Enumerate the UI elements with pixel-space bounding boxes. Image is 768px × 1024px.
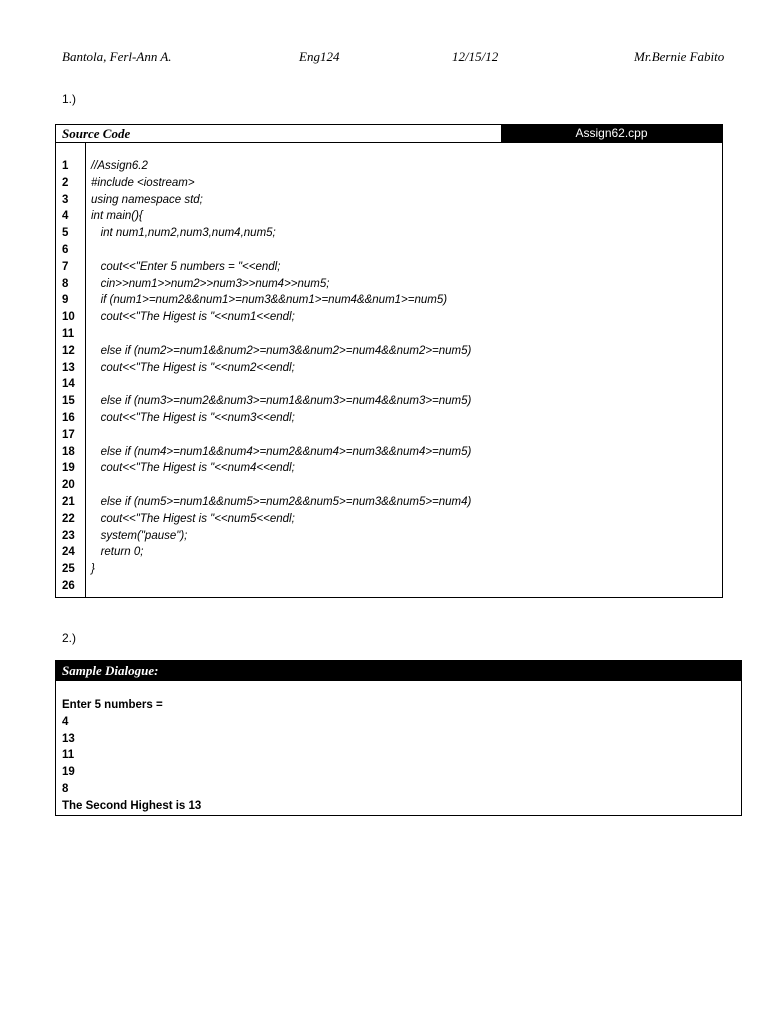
code-line [56, 477, 722, 494]
line-number: 16 [62, 411, 75, 424]
item-1-label: 1.) [62, 92, 77, 106]
line-number: 7 [62, 260, 69, 273]
code-text: cout<<"The Higest is "<<num2<<endl; [91, 361, 295, 374]
source-code-title: Source Code [62, 126, 131, 141]
code-text: int num1,num2,num3,num4,num5; [91, 227, 276, 240]
date: 12/15/12 [452, 49, 499, 64]
code-text: using namespace std; [91, 193, 203, 206]
instructor-name: Mr.Bernie Fabito [634, 49, 725, 64]
code-line [56, 175, 722, 192]
code-line [56, 410, 722, 427]
dialogue-line: 11 [62, 749, 75, 762]
code-text: else if (num4>=num1&&num4>=num2&&num4>=num3&&num4>=num5) [91, 445, 472, 458]
student-name: Bantola, Ferl-Ann A. [62, 49, 172, 64]
code-line [56, 343, 722, 360]
line-number: 9 [62, 294, 69, 307]
code-text: //Assign6.2 [91, 160, 148, 172]
code-line [56, 259, 722, 276]
dialogue-line: 8 [62, 782, 69, 795]
code-text: else if (num3>=num2&&num3>=num1&&num3>=num4&&num3>=num5) [91, 395, 472, 408]
code-line [56, 309, 722, 326]
code-line [56, 208, 722, 225]
dialogue-line: 13 [62, 732, 75, 745]
code-line [56, 242, 722, 259]
sample-dialogue-header [56, 661, 741, 681]
code-line [56, 225, 722, 242]
code-line [56, 276, 722, 293]
code-line [56, 578, 722, 595]
code-line [56, 427, 722, 444]
code-line [56, 528, 722, 545]
line-number: 25 [62, 563, 75, 576]
code-line [56, 494, 722, 511]
code-line [56, 158, 722, 175]
code-text: system("pause"); [91, 529, 188, 542]
line-number: 3 [62, 193, 69, 206]
code-line [56, 326, 722, 343]
line-number: 23 [62, 529, 75, 542]
code-listing [56, 158, 722, 595]
line-number: 20 [62, 479, 75, 492]
code-text: cout<<"The Higest is "<<num3<<endl; [91, 411, 295, 424]
code-text: cout<<"Enter 5 numbers = "<<endl; [91, 260, 281, 273]
line-number: 21 [62, 495, 75, 508]
code-line [56, 561, 722, 578]
code-line [56, 192, 722, 209]
code-text: int main(){ [91, 210, 143, 223]
dialogue-line: 19 [62, 766, 75, 779]
code-line [56, 460, 722, 477]
code-text: return 0; [91, 546, 144, 559]
code-line [56, 444, 722, 461]
code-line [56, 360, 722, 377]
sample-dialogue-title: Sample Dialogue: [62, 663, 159, 678]
source-filename: Assign62.cpp [501, 125, 722, 142]
source-code-box [55, 124, 723, 598]
code-line [56, 376, 722, 393]
code-line [56, 544, 722, 561]
line-number: 6 [62, 243, 69, 256]
line-number: 26 [62, 579, 75, 592]
line-number: 22 [62, 512, 75, 525]
line-number: 5 [62, 227, 69, 240]
line-number: 19 [62, 462, 75, 475]
dialogue-line: The Second Highest is 13 [62, 799, 202, 812]
source-code-header [56, 125, 722, 143]
code-text: cin>>num1>>num2>>num3>>num4>>num5; [91, 277, 330, 290]
line-number: 2 [62, 176, 69, 189]
sample-dialogue-box [55, 660, 742, 816]
code-line [56, 393, 722, 410]
code-text: cout<<"The Higest is "<<num4<<endl; [91, 462, 295, 475]
dialogue-output [62, 697, 201, 815]
code-text: } [91, 563, 95, 576]
code-text: if (num1>=num2&&num1>=num3&&num1>=num4&&num1>=num5) [91, 294, 448, 307]
course-code: Eng124 [299, 49, 340, 64]
code-text: cout<<"The Higest is "<<num5<<endl; [91, 512, 295, 525]
code-text: else if (num2>=num1&&num2>=num3&&num2>=num4&&num2>=num5) [91, 344, 472, 357]
line-number: 14 [62, 378, 75, 391]
line-number: 11 [62, 327, 75, 340]
code-text: else if (num5>=num1&&num5>=num2&&num5>=num3&&num5>=num4) [91, 495, 472, 508]
code-text: #include <iostream> [91, 176, 195, 189]
code-line [56, 511, 722, 528]
line-number: 8 [62, 277, 69, 290]
line-number: 24 [62, 546, 75, 559]
line-number: 10 [62, 311, 75, 324]
code-line [56, 292, 722, 309]
item-2-label: 2.) [62, 631, 77, 645]
line-number: 17 [62, 428, 75, 441]
line-number: 15 [62, 395, 75, 408]
line-number: 13 [62, 361, 75, 374]
dialogue-line: 4 [62, 715, 69, 728]
line-number: 1 [62, 160, 69, 172]
code-text: cout<<"The Higest is "<<num1<<endl; [91, 311, 295, 324]
line-number: 18 [62, 445, 75, 458]
line-number: 12 [62, 344, 75, 357]
line-number: 4 [62, 210, 69, 223]
dialogue-line: Enter 5 numbers = [62, 699, 163, 711]
